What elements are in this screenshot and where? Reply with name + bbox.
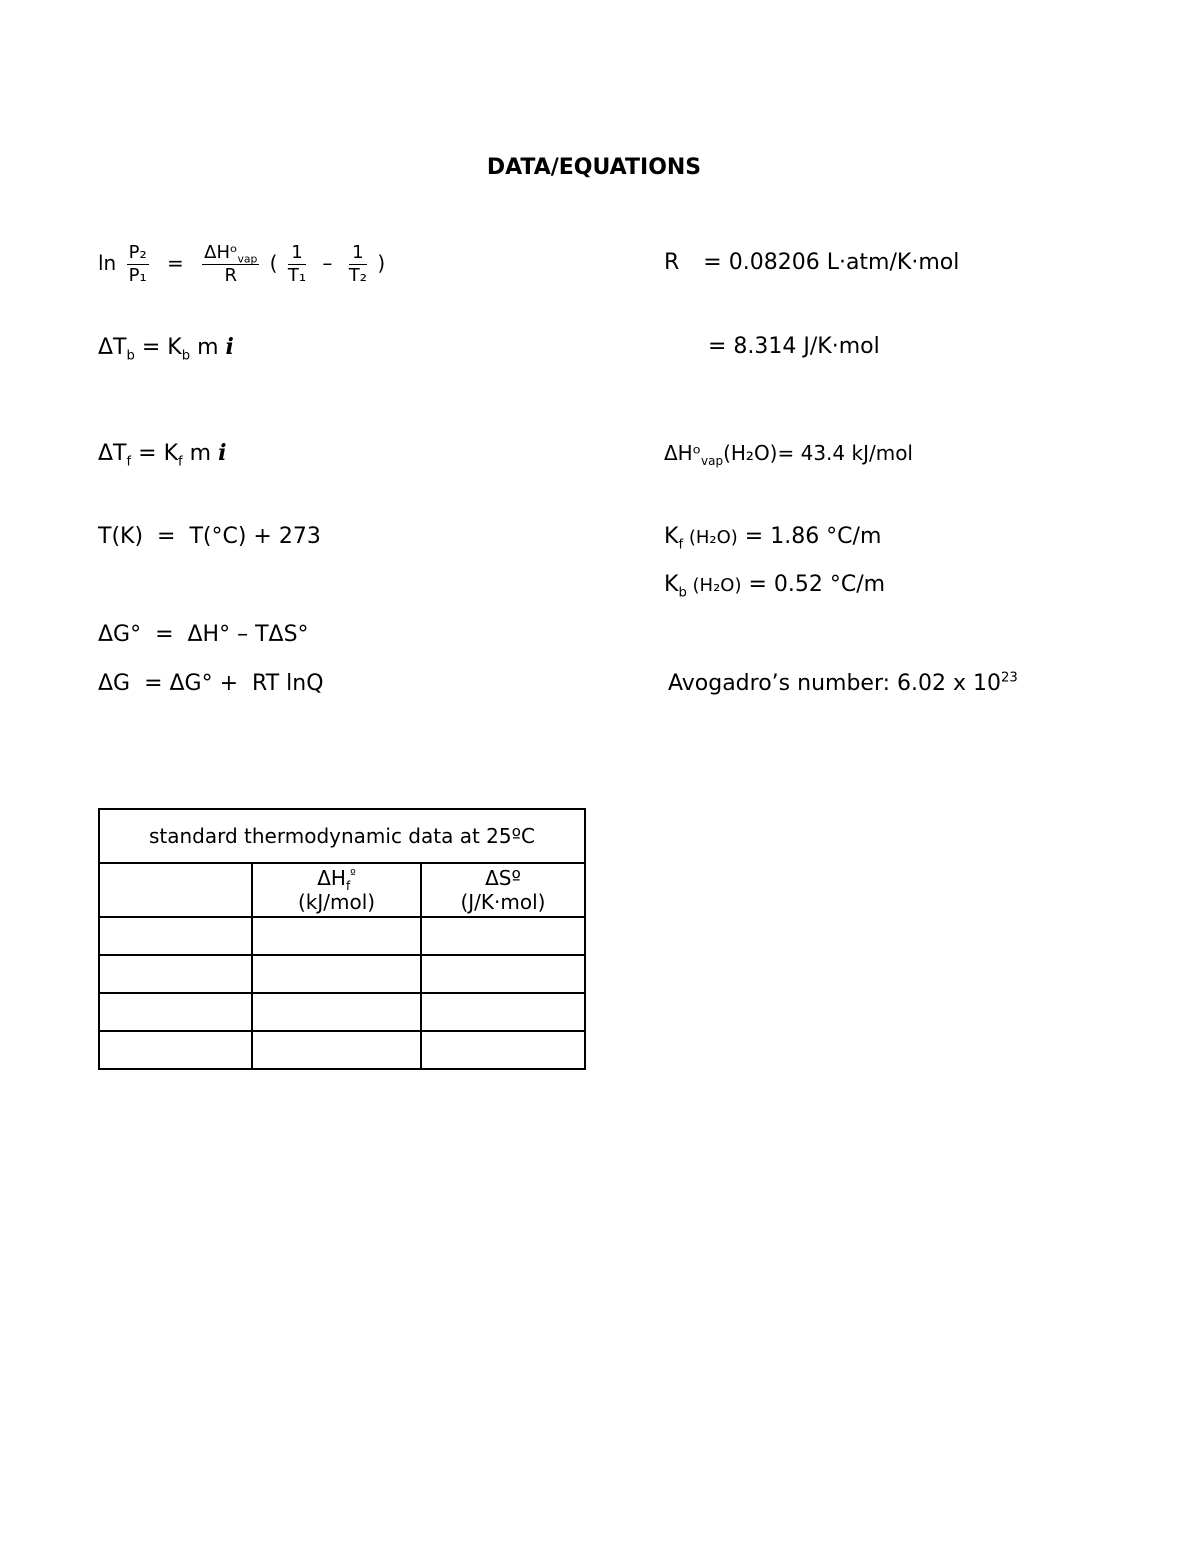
temperature-conversion: T(K) = T(°C) + 273 bbox=[98, 524, 321, 549]
enthalpy-ratio bbox=[202, 243, 259, 286]
table-row bbox=[99, 1031, 585, 1069]
table-header-substance bbox=[99, 863, 252, 917]
gibbs-equation: ΔG = ΔG° + RT lnQ bbox=[98, 671, 324, 696]
minus-sign: – bbox=[322, 251, 333, 275]
t2: T₂ bbox=[348, 265, 367, 286]
table-caption: standard thermodynamic data at 25ºC bbox=[99, 809, 585, 863]
avogadro-number: Avogadro’s number: 6.02 x $10^{23}$ bbox=[668, 670, 1018, 696]
pressure-ratio bbox=[127, 243, 149, 286]
gas-constant-atm: R = 0.08206 L·atm/K·mol bbox=[664, 250, 960, 275]
boiling-constant-water: $K_b$ (H₂O) = 0.52 °C/m bbox=[664, 572, 886, 601]
clausius-clapeyron-equation bbox=[98, 238, 385, 288]
table-row bbox=[99, 955, 585, 993]
inverse-t1: $\frac{1}{\text{T₁}}$ bbox=[287, 242, 307, 286]
table-header-entropy: ΔSº (J/K·mol) bbox=[421, 863, 585, 917]
gas-constant-r: R bbox=[224, 265, 237, 286]
boiling-point-elevation: $\Delta T_b = K_b$ m i bbox=[98, 334, 234, 364]
table-header-enthalpy: $\Delta H_f^º$ (kJ/mol) bbox=[252, 863, 421, 917]
ln-text: ln bbox=[98, 251, 117, 275]
thermodynamic-data-table bbox=[98, 808, 586, 1070]
freezing-point-depression: $\Delta T_f = K_f$ m i bbox=[98, 440, 227, 470]
inverse-t2: $\frac{1}{\text{T₂}}$ bbox=[348, 242, 367, 286]
equals-sign: = bbox=[167, 251, 184, 275]
heat-of-vaporization-water: ΔHᵒ$_{vap}$(H₂O)= 43.4 kJ/mol bbox=[664, 441, 913, 468]
gas-constant-joule: = 8.314 J/K·mol bbox=[708, 334, 880, 359]
open-paren: ( bbox=[269, 251, 278, 275]
t1: T₁ bbox=[287, 265, 307, 286]
dh-vap: ΔHᵒ$_{vap}$ bbox=[204, 242, 258, 266]
p1: P₁ bbox=[128, 265, 147, 286]
close-paren: ) bbox=[377, 251, 386, 275]
table-row bbox=[99, 993, 585, 1031]
gibbs-standard-equation: ΔG° = ΔH° – TΔS° bbox=[98, 622, 309, 647]
p2: P₂ bbox=[128, 242, 147, 263]
freezing-constant-water: $K_f$ (H₂O) = 1.86 °C/m bbox=[664, 524, 882, 553]
table-row bbox=[99, 917, 585, 955]
page-title: DATA/EQUATIONS bbox=[486, 155, 702, 180]
